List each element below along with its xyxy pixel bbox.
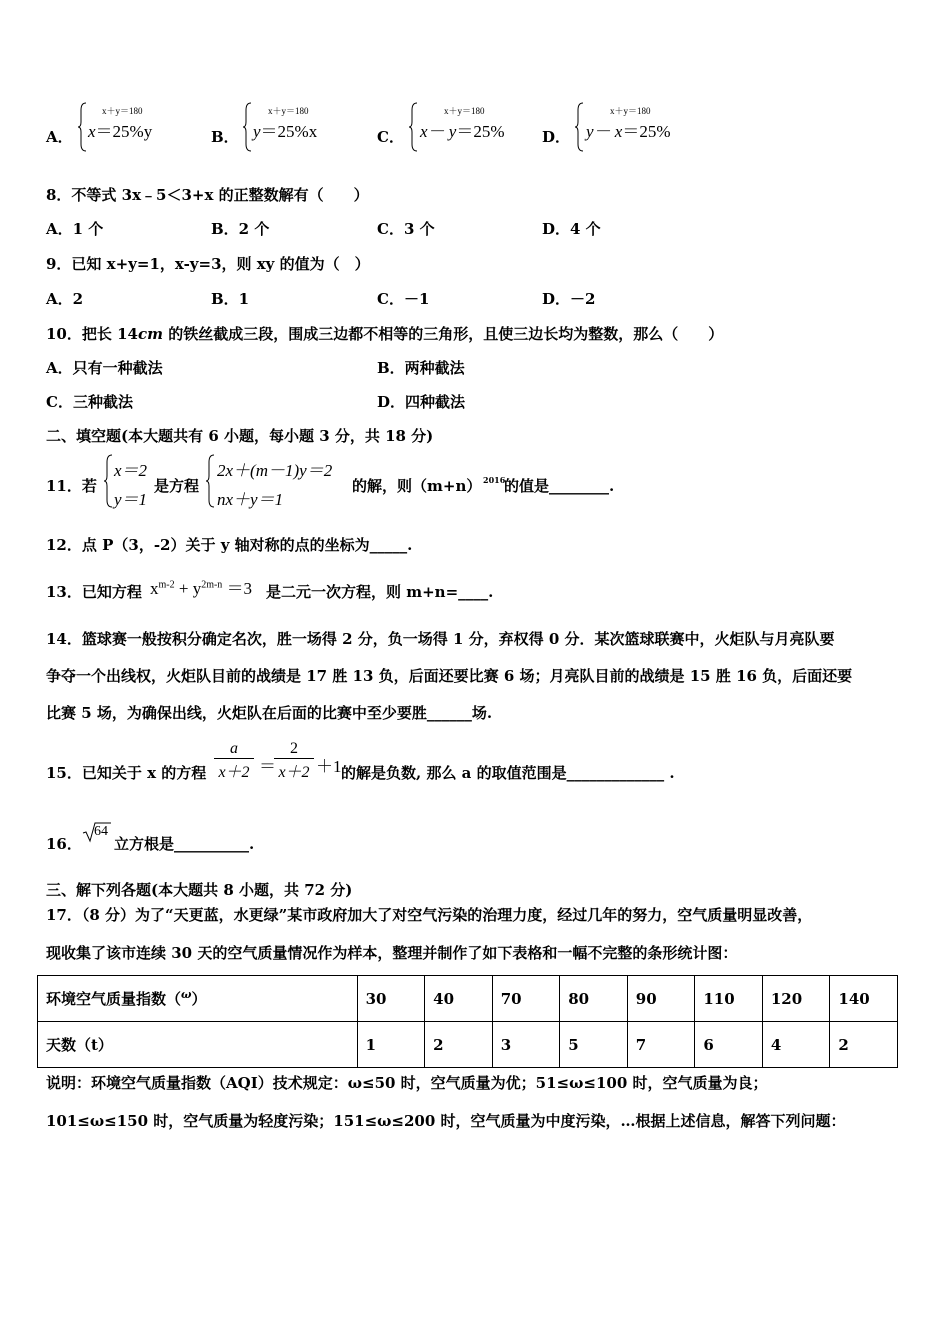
table-cell: 140 [830,976,898,1022]
option-label: A． [46,128,73,146]
left-brace-icon [104,454,114,508]
table-header-aqi: 环境空气质量指数（$^\omega$） [38,976,358,1022]
section-2-heading: 二、填空题(本大题共有 6 小题，每小题 3 分，共 18 分) [46,427,434,445]
q10-option-c[interactable]: C．三种截法 [46,393,133,411]
left-brace-icon [78,102,88,152]
q11-system1-bottom: y＝1 [114,490,148,509]
q11-system2-bottom: nx＋y＝1 [217,490,284,509]
q15-fraction-2: 2 x＋2 [274,740,314,782]
q11-middle: 是方程 [154,477,200,495]
table-cell: 3 [492,1022,560,1068]
q14-line1: 14．篮球赛一般按积分确定名次，胜一场得 2 分，负一场得 1 分，弃权得 0 分．某次篮球联赛中，火炬队与月亮队要 [46,630,835,648]
q9-option-c[interactable]: C．－1 [377,290,430,308]
q15-prefix: 15．已知关于 x 的方程 [46,764,207,782]
table-cell: 110 [695,976,763,1022]
table-cell: 120 [762,976,830,1022]
q11-prefix: 11．若 [46,477,97,495]
left-brace-icon [575,102,585,152]
q13-prefix: 13．已知方程 [46,583,142,601]
table-cell: 2 [425,1022,493,1068]
table-cell: 4 [762,1022,830,1068]
table-cell: 80 [560,976,628,1022]
q8-option-b[interactable]: B．2 个 [211,220,270,238]
option-label: D． [542,128,571,146]
q17-line2: 现收集了该市连续 30 天的空气质量情况作为样本，整理并制作了如下表格和一幅不完整的条形统计图： [46,944,738,962]
q8-option-d[interactable]: D．4 个 [542,220,601,238]
q10-stem: 10．把长 14cm 的铁丝截成三段，围成三边都不相等的三角形，且使三边长均为整数，那么（ ） [46,325,724,343]
equation-top: x＋y＝180 [444,106,485,116]
equation-bottom: x－ y＝25% [420,122,505,141]
equation-bottom: x＝25%y [88,122,153,141]
equation-top: x＋y＝180 [610,106,651,116]
table-cell: 5 [560,1022,628,1068]
q13-equation: $x^{m-2} + y^{2m-n} =3$ [150,579,253,598]
q16-suffix: 立方根是__________. [114,835,255,853]
q15-fraction-1: a x＋2 [214,740,254,782]
q9-option-b[interactable]: B．1 [211,290,250,308]
q8-stem: 8．不等式 3x﹣5＜3+x 的正整数解有（ ） [46,186,369,204]
q10-option-b[interactable]: B．两种截法 [377,359,465,377]
table-row [38,1022,898,1068]
equation-bottom: y－ x＝25% [586,122,671,141]
table-cell: 6 [695,1022,763,1068]
q14-line3: 比赛 5 场，为确保出线，火炬队在后面的比赛中至少要胜______场. [46,704,493,722]
option-label: C． [377,128,404,146]
section-3-heading: 三、解下列各题(本大题共 8 小题，共 72 分) [46,881,353,899]
q12: 12．点 P（3，-2）关于 y 轴对称的点的坐标为_____. [46,536,413,554]
q16-radicand: 64 [94,824,108,839]
table-row [38,976,898,1022]
q10-option-a[interactable]: A．只有一种截法 [46,359,163,377]
q13-suffix: 是二元一次方程，则 m+n=____. [266,583,494,601]
table-header-days: 天数（t） [38,1022,358,1068]
q9-option-a[interactable]: A．2 [46,290,84,308]
q15-suffix: 的解是负数, 那么 a 的取值范围是_____________ . [341,764,675,782]
q14-line2: 争夺一个出线权，火炬队目前的战绩是 17 胜 13 负，后面还要比赛 6 场；月亮队目前的战绩是 15 胜 16 负，后面还要 [46,667,853,685]
q8-option-a[interactable]: A．1 个 [46,220,104,238]
table-cell: 70 [492,976,560,1022]
equation-bottom: y＝25%x [253,122,318,141]
q17-note1: 说明：环境空气质量指数（AQI）技术规定：ω≤50 时，空气质量为优；51≤ω≤100 时，空气质量为良； [46,1074,768,1092]
q8-option-c[interactable]: C．3 个 [377,220,435,238]
q17-note2: 101≤ω≤150 时，空气质量为轻度污染；151≤ω≤200 时，空气质量为中度污染，…根据上述信息，解答下列问题： [46,1112,846,1130]
q11-exponent: 2016 [483,475,506,485]
q11-system2-top: 2x＋(m－1)y＝2 [217,461,333,480]
q11-tail: 的值是________. [504,477,615,495]
table-cell: 2 [830,1022,898,1068]
option-label: B． [211,128,239,146]
q10-option-d[interactable]: D．四种截法 [377,393,466,411]
left-brace-icon [243,102,253,152]
q11-system1-top: x＝2 [114,461,148,480]
table-cell: 40 [425,976,493,1022]
q15-plus-one: ＋1 [316,757,342,776]
q15-equals: ＝ [259,757,276,776]
equation-top: x＋y＝180 [268,106,309,116]
left-brace-icon [206,454,216,508]
left-brace-icon [409,102,419,152]
table-cell: 90 [627,976,695,1022]
q17-line1: 17．（8 分）为了“天更蓝，水更绿”某市政府加大了对空气污染的治理力度，经过几年的努力，空气质量明显改善， [46,906,813,924]
q9-stem: 9．已知 x+y=1，x-y=3，则 xy 的值为（ ） [46,255,370,273]
q16-prefix: 16． [46,835,82,853]
q9-option-d[interactable]: D．－2 [542,290,596,308]
table-cell: 7 [627,1022,695,1068]
equation-top: x＋y＝180 [102,106,143,116]
table-cell: 30 [357,976,425,1022]
table-cell: 1 [357,1022,425,1068]
aqi-table [37,975,898,1068]
q11-suffix: 的解，则（m+n） [352,477,482,495]
